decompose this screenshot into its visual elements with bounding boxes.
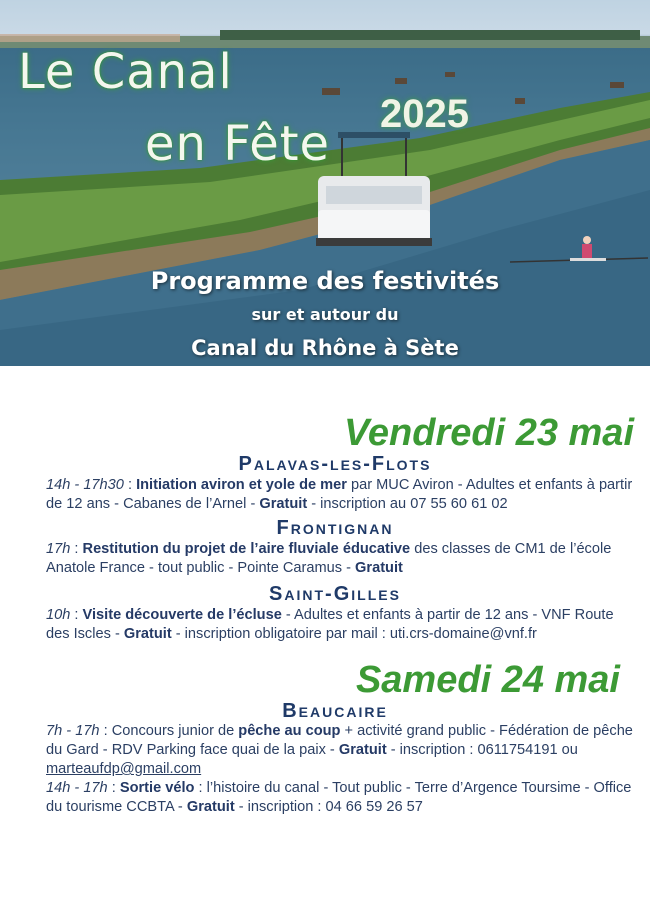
separator: : <box>123 477 137 493</box>
event-time: 14h - 17h30 <box>46 477 124 493</box>
day-heading-friday: Vendredi 23 mai <box>343 412 634 454</box>
event-registration: - inscription : 04 66 59 26 57 <box>234 799 423 815</box>
event-registration: - inscription : 0611754191 ou <box>386 742 578 758</box>
header-banner <box>0 0 650 366</box>
event-title: Visite découverte de l’écluse <box>82 607 282 623</box>
event-time: 7h - 17h <box>46 723 100 739</box>
town-heading-beaucaire: Beaucaire <box>282 700 388 722</box>
event-title: pêche au coup <box>238 723 341 739</box>
free-label: Gratuit <box>123 626 172 642</box>
header-subtitle-canal: Canal du Rhône à Sète <box>191 336 459 360</box>
town-heading-saint-gilles: Saint-Gilles <box>269 583 401 605</box>
header-title-line2: en Fête <box>145 116 331 172</box>
event-registration: - inscription obligatoire par mail : uti.crs-domaine@vnf.fr <box>171 626 537 642</box>
event-title: Sortie vélo <box>119 780 195 796</box>
header-year: 2025 <box>380 92 469 136</box>
event-saint-gilles <box>46 606 636 644</box>
event-details: + activité grand public - Fédération de pêche du Gard - RDV Parking face quai de la paix - <box>46 723 633 758</box>
header-subtitle-programme: Programme des festivités <box>150 267 500 295</box>
event-time: 17h <box>46 541 71 557</box>
event-details: par MUC Aviron - Adultes et enfants à partir de 12 ans - Cabanes de l’Arnel - <box>46 477 633 512</box>
separator: : <box>107 780 120 796</box>
event-title: Initiation aviron et yole de mer <box>136 477 347 493</box>
town-heading-frontignan: Frontignan <box>276 517 394 539</box>
free-label: Gratuit <box>355 560 403 576</box>
header-title-line1: Le Canal <box>18 44 233 100</box>
day-heading-saturday: Samedi 24 mai <box>355 659 620 701</box>
separator: : <box>70 607 83 623</box>
event-beaucaire-bike <box>46 779 636 817</box>
event-intro: : Concours junior de <box>99 723 239 739</box>
header-subtitle-around: sur et autour du <box>251 305 399 324</box>
event-registration: - inscription au 07 55 60 61 02 <box>307 496 508 512</box>
event-details: : l’histoire du canal - Tout public - Terre d’Argence Toursime - Office du tourisme CCBTA - <box>46 780 632 815</box>
event-details: des classes de CM1 de l’école Anatole France - tout public - Pointe Caramus - <box>46 541 612 576</box>
free-label: Gratuit <box>338 742 387 758</box>
event-title: Restitution du projet de l’aire fluviale éducative <box>82 541 411 557</box>
town-heading-palavas: Palavas-les-Flots <box>238 453 432 475</box>
event-beaucaire-fishing <box>46 722 636 779</box>
free-label: Gratuit <box>186 799 235 815</box>
email-link[interactable]: marteaufdp@gmail.com <box>46 761 202 777</box>
event-palavas <box>46 476 636 514</box>
event-time: 10h <box>46 607 71 623</box>
event-details: - Adultes et enfants à partir de 12 ans - VNF Route des Iscles - <box>46 607 614 642</box>
separator: : <box>70 541 83 557</box>
free-label: Gratuit <box>259 496 308 512</box>
event-time: 14h - 17h <box>46 780 108 796</box>
event-frontignan <box>46 540 636 578</box>
